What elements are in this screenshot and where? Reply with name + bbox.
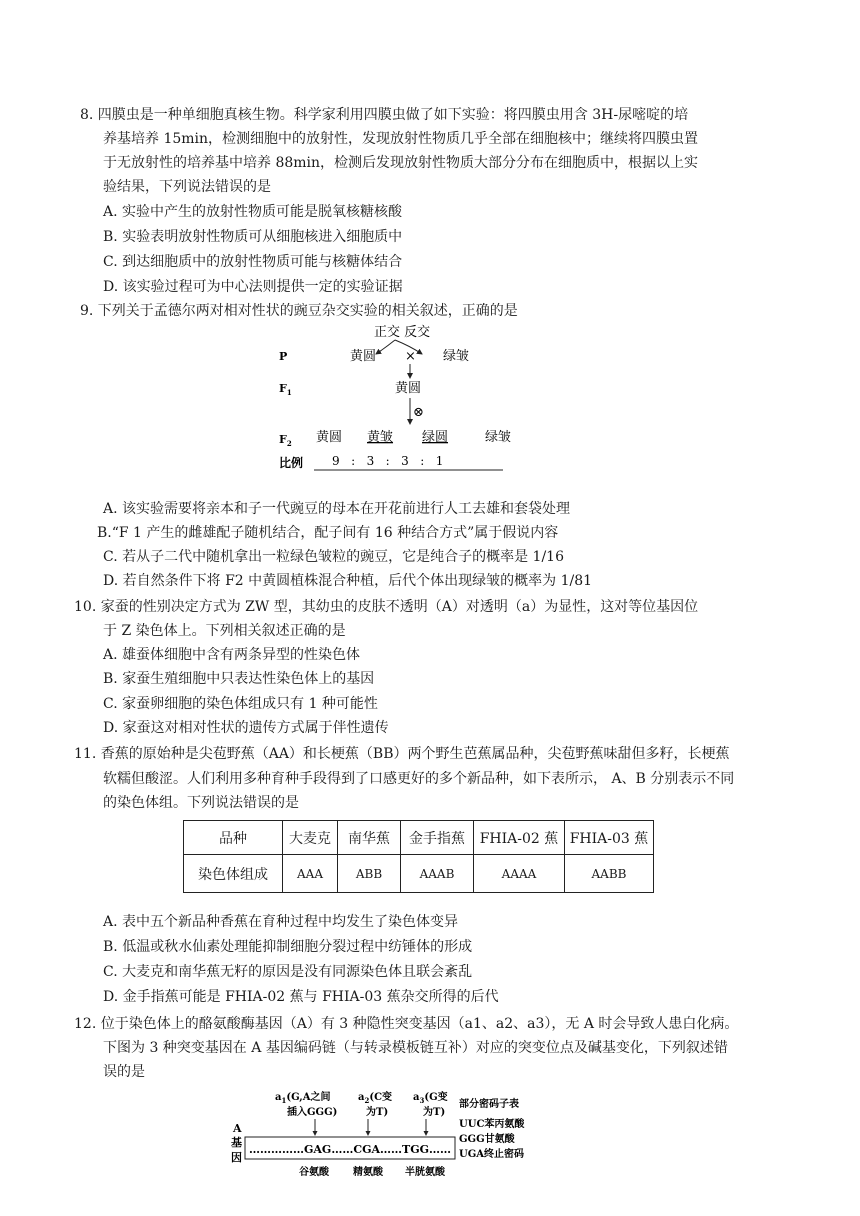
- f2-generation-label: $F_2$: [279, 433, 292, 448]
- self-pollination-symbol: ⊗: [413, 405, 424, 420]
- amino-acid-label: 谷氨酸: [299, 1167, 329, 1178]
- q8-option-b: B. 实验表明放射性物质可从细胞核进入细胞质中: [103, 229, 403, 245]
- table-header-cell: 品种: [184, 821, 283, 855]
- codon-table-title: 部分密码子表: [459, 1099, 519, 1110]
- banana-chromosome-table: [183, 820, 654, 893]
- f1-generation-label: $F_1$: [279, 382, 292, 397]
- q11-stem-line-2: 软糯但酸涩。人们利用多种育种手段得到了口感更好的多个新品种，如下表所示， A、B 分别表示不同: [103, 771, 735, 787]
- q9-option-b: B.“F 1 产生的雌雄配子随机结合，配子间有 16 种结合方式”属于假说内容: [97, 525, 559, 541]
- gene-label: 基: [231, 1136, 242, 1149]
- table-header-cell: FHIA-03 蕉: [565, 821, 654, 855]
- q9-option-c: C. 若从子二代中随机拿出一粒绿色皱粒的豌豆，它是纯合子的概率是 1/16: [103, 549, 565, 565]
- f1-phenotype: 黄圆: [395, 381, 422, 396]
- table-cell: ABB: [338, 855, 401, 893]
- ratio-values: 9 : 3 : 3 : 1: [332, 454, 444, 468]
- q11-option-b: B. 低温或秋水仙素处理能抑制细胞分裂过程中纺锤体的形成: [103, 939, 473, 955]
- codon-row: UUC苯丙氨酸: [459, 1119, 525, 1130]
- table-header-cell: FHIA-02 蕉: [474, 821, 565, 855]
- table-header-cell: 金手指蕉: [401, 821, 474, 855]
- table-cell: 染色体组成: [184, 855, 283, 893]
- q12-stem-line-3: 误的是: [103, 1064, 145, 1080]
- gene-mutation-diagram: [225, 1088, 555, 1180]
- table-cell: AAAB: [401, 855, 474, 893]
- codon-row: GGG甘氨酸: [459, 1134, 515, 1145]
- table-cell: AAAA: [474, 855, 565, 893]
- p-parent-right: 绿皱: [443, 349, 470, 364]
- a1-detail: 插入GGG): [287, 1107, 338, 1118]
- q12-stem-line-1: 12. 位于染色体上的酪氨酸酶基因（A）有 3 种隐性突变基因（a1、a2、a3），无 A 时会导致人患白化病。: [74, 1016, 739, 1032]
- table-cell: AAA: [283, 855, 338, 893]
- q11-option-d: D. 金手指蕉可能是 FHIA-02 蕉与 FHIA-03 蕉杂交所得的后代: [103, 989, 499, 1005]
- q10-stem-line-2: 于 Z 染色体上。下列相关叙述正确的是: [103, 623, 346, 639]
- a2-title: $a_2(C$变: [358, 1092, 393, 1105]
- a3-title: $a_3(G$变: [413, 1092, 448, 1105]
- q11-stem-line-3: 的染色体组。下列说法错误的是: [103, 795, 299, 811]
- q9-option-d: D. 若自然条件下将 F2 中黄圆植株混合种植，后代个体出现绿皱的概率为 1/81: [103, 573, 593, 589]
- a3-detail: 为T): [423, 1107, 446, 1118]
- table-header-row: [184, 821, 654, 855]
- q8-stem-line-2: 养基培养 15min，检测细胞中的放射性，发现放射性物质几乎全部在细胞核中；继续将四膜虫置: [103, 131, 699, 147]
- gene-label: 因: [231, 1151, 242, 1164]
- f2-phenotype: 绿皱: [485, 430, 512, 445]
- amino-acid-label: 精氨酸: [353, 1167, 383, 1178]
- q12-stem-line-2: 下图为 3 种突变基因在 A 基因编码链（与转录模板链互补）对应的突变位点及碱基变化，下列叙述错: [103, 1040, 728, 1056]
- p-parent-left: 黄圆: [350, 349, 377, 364]
- p-generation-label: P: [279, 350, 288, 363]
- cross-arrow-left: [376, 340, 395, 354]
- codon-row: UGA终止密码: [459, 1149, 525, 1160]
- q8-option-c: C. 到达细胞质中的放射性物质可能与核糖体结合: [103, 254, 403, 270]
- q9-stem: 9. 下列关于孟德尔两对相对性状的豌豆杂交实验的相关叙述，正确的是: [80, 303, 518, 319]
- gene-sequence: ……………GAG……CGA……TGG……: [249, 1143, 451, 1156]
- q10-option-d: D. 家蚕这对相对性状的遗传方式属于伴性遗传: [103, 720, 389, 736]
- q10-option-c: C. 家蚕卵细胞的染色体组成只有 1 种可能性: [103, 696, 378, 712]
- reciprocal-cross-label: 正交 反交: [374, 325, 431, 340]
- a1-title: $a_1(G,A$之间: [275, 1092, 331, 1105]
- table-header-cell: 南华蕉: [338, 821, 401, 855]
- q10-stem-line-1: 10. 家蚕的性别决定方式为 ZW 型，其幼虫的皮肤不透明（A）对透明（a）为显性，这对等位基因位: [74, 599, 699, 615]
- mendel-cross-diagram: [270, 320, 520, 476]
- table-cell: AABB: [565, 855, 654, 893]
- ratio-label: 比例: [279, 456, 304, 470]
- gene-label: A: [233, 1122, 242, 1135]
- q10-option-a: A. 雄蚕体细胞中含有两条异型的性染色体: [103, 647, 361, 663]
- q8-stem-line-4: 验结果，下列说法错误的是: [103, 179, 271, 195]
- cross-symbol: ×: [405, 349, 416, 364]
- f2-phenotype: 黄圆: [316, 430, 343, 445]
- q11-stem-line-1: 11. 香蕉的原始种是尖苞野蕉（AA）和长梗蕉（BB）两个野生芭蕉属品种，尖苞野蕉味甜但多籽，长梗蕉: [74, 746, 730, 762]
- amino-acid-label: 半胱氨酸: [405, 1167, 445, 1178]
- q11-option-c: C. 大麦克和南华蕉无籽的原因是没有同源染色体且联会紊乱: [103, 964, 473, 980]
- f2-phenotype: 黄皱: [367, 430, 394, 445]
- q11-option-a: A. 表中五个新品种香蕉在育种过程中均发生了染色体变异: [103, 914, 459, 930]
- q8-option-d: D. 该实验过程可为中心法则提供一定的实验证据: [103, 279, 403, 295]
- table-header-cell: 大麦克: [283, 821, 338, 855]
- q10-option-b: B. 家蚕生殖细胞中只表达性染色体上的基因: [103, 671, 375, 687]
- f2-phenotype: 绿圆: [422, 430, 449, 445]
- q8-option-a: A. 实验中产生的放射性物质可能是脱氧核糖核酸: [103, 204, 403, 220]
- q9-option-a: A. 该实验需要将亲本和子一代豌豆的母本在开花前进行人工去雄和套袋处理: [103, 501, 571, 517]
- q8-stem-line-1: 8. 四膜虫是一种单细胞真核生物。科学家利用四膜虫做了如下实验：将四膜虫用含 3H-尿嘧啶的培: [80, 107, 689, 123]
- a2-detail: 为T): [366, 1107, 389, 1118]
- q8-stem-line-3: 于无放射性的培养基中培养 88min，检测后发现放射性物质大部分分布在细胞质中，根据以上实: [103, 155, 699, 171]
- table-row: [184, 855, 654, 893]
